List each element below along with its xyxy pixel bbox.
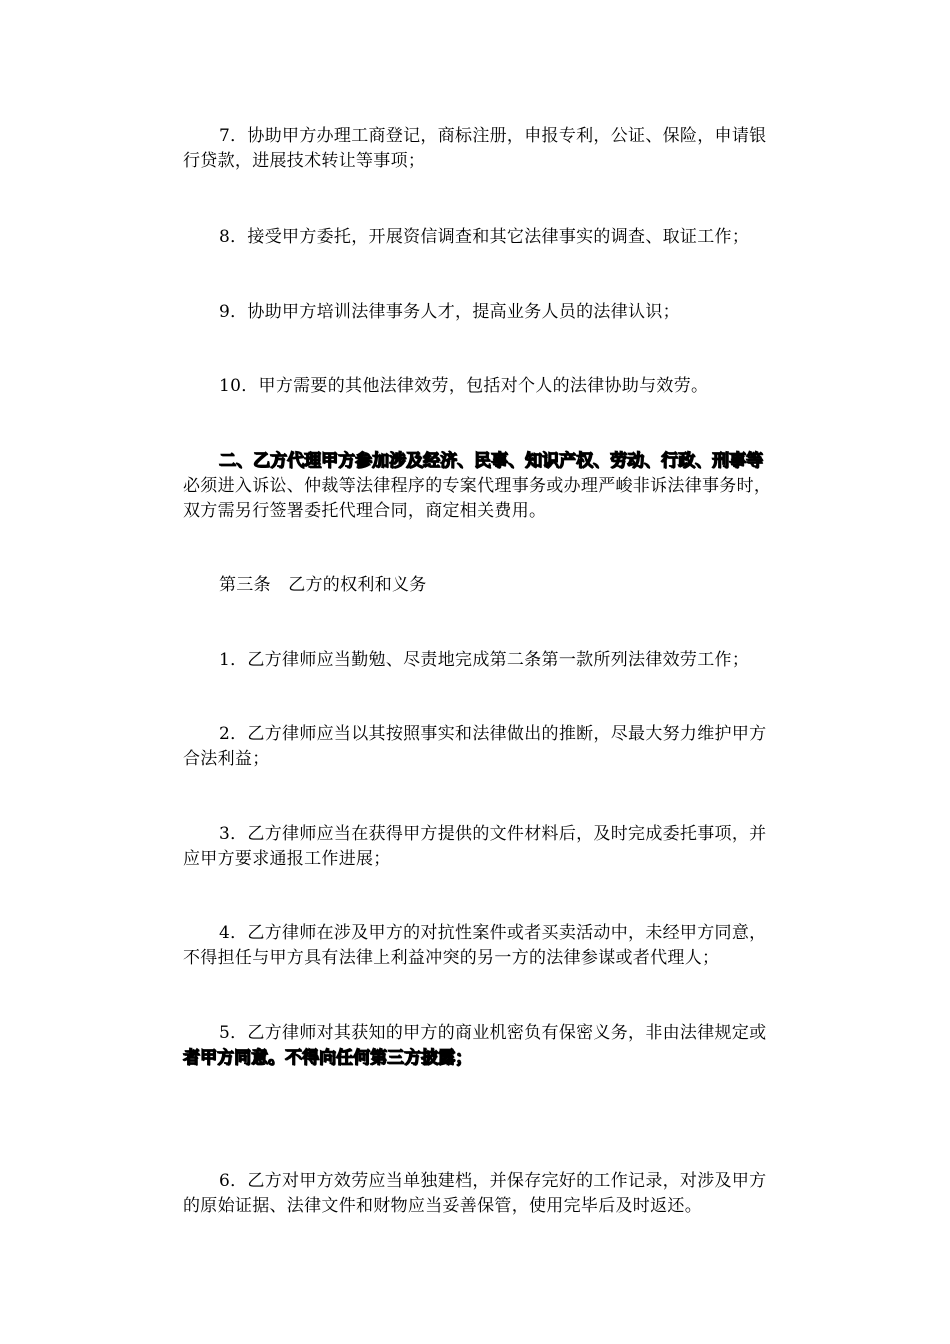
paragraph-line-outlined: 二、乙方代理甲方参加涉及经济、民事、知识产权、劳动、行政、刑事等 <box>219 451 763 471</box>
paragraph-item-7 <box>147 124 797 174</box>
paragraph-line: 双方需另行签署委托代理合同，商定相关费用。 <box>183 501 547 521</box>
heading-line: 第三条 乙方的权利和义务 <box>219 575 427 595</box>
paragraph-line: 9．协助甲方培训法律事务人才，提高业务人员的法律认识； <box>219 302 680 322</box>
paragraph-line: 5．乙方律师对其获知的甲方的商业机密负有保密义务，非由法律规定或 <box>219 1023 767 1043</box>
paragraph-line: 的原始证据、法律文件和财物应当妥善保管，使用完毕后及时返还。 <box>183 1196 702 1216</box>
paragraph-article-3-2 <box>147 722 797 772</box>
paragraph-line: 2．乙方律师应当以其按照事实和法律做出的推断，尽最大努力维护甲方 <box>219 724 767 744</box>
paragraph-article-3-1 <box>147 648 797 673</box>
paragraph-line: 不得担任与甲方具有法律上利益冲突的另一方的法律参谋或者代理人； <box>183 948 720 968</box>
paragraph-line: 行贷款，进展技术转让等事项； <box>183 151 426 171</box>
paragraph-item-10 <box>147 374 797 399</box>
paragraph-line-outlined: 者甲方同意。不得向任何第三方披露； <box>183 1048 472 1068</box>
paragraph-line: 7．协助甲方办理工商登记，商标注册，申报专利，公证、保险，申请银 <box>219 126 767 146</box>
paragraph-line: 合法利益； <box>183 749 270 769</box>
paragraph-line: 6．乙方对甲方效劳应当单独建档，并保存完好的工作记录，对涉及甲方 <box>219 1171 767 1191</box>
paragraph-line: 8．接受甲方委托，开展资信调查和其它法律事实的调查、取证工作； <box>219 227 750 247</box>
paragraph-article-3-6 <box>147 1169 797 1219</box>
paragraph-line: 4．乙方律师在涉及甲方的对抗性案件或者买卖活动中，未经甲方同意， <box>219 923 767 943</box>
paragraph-line: 1．乙方律师应当勤勉、尽责地完成第二条第一款所列法律效劳工作； <box>219 650 750 670</box>
paragraph-article-3-4 <box>147 921 797 971</box>
paragraph-article-3-3 <box>147 822 797 872</box>
article-three-heading <box>147 573 797 598</box>
paragraph-item-9 <box>147 300 797 325</box>
paragraph-line: 应甲方要求通报工作进展； <box>183 849 391 869</box>
paragraph-line: 3．乙方律师应当在获得甲方提供的文件材料后，及时完成委托事项，并 <box>219 824 767 844</box>
paragraph-line: 10．甲方需要的其他法律效劳，包括对个人的法律协助与效劳。 <box>219 376 709 396</box>
paragraph-line: 必须进入诉讼、仲裁等法律程序的专案代理事务或办理严峻非诉法律事务时， <box>183 476 772 496</box>
paragraph-article-3-5 <box>147 1021 797 1071</box>
paragraph-section-two <box>147 449 797 524</box>
paragraph-item-8 <box>147 225 797 250</box>
